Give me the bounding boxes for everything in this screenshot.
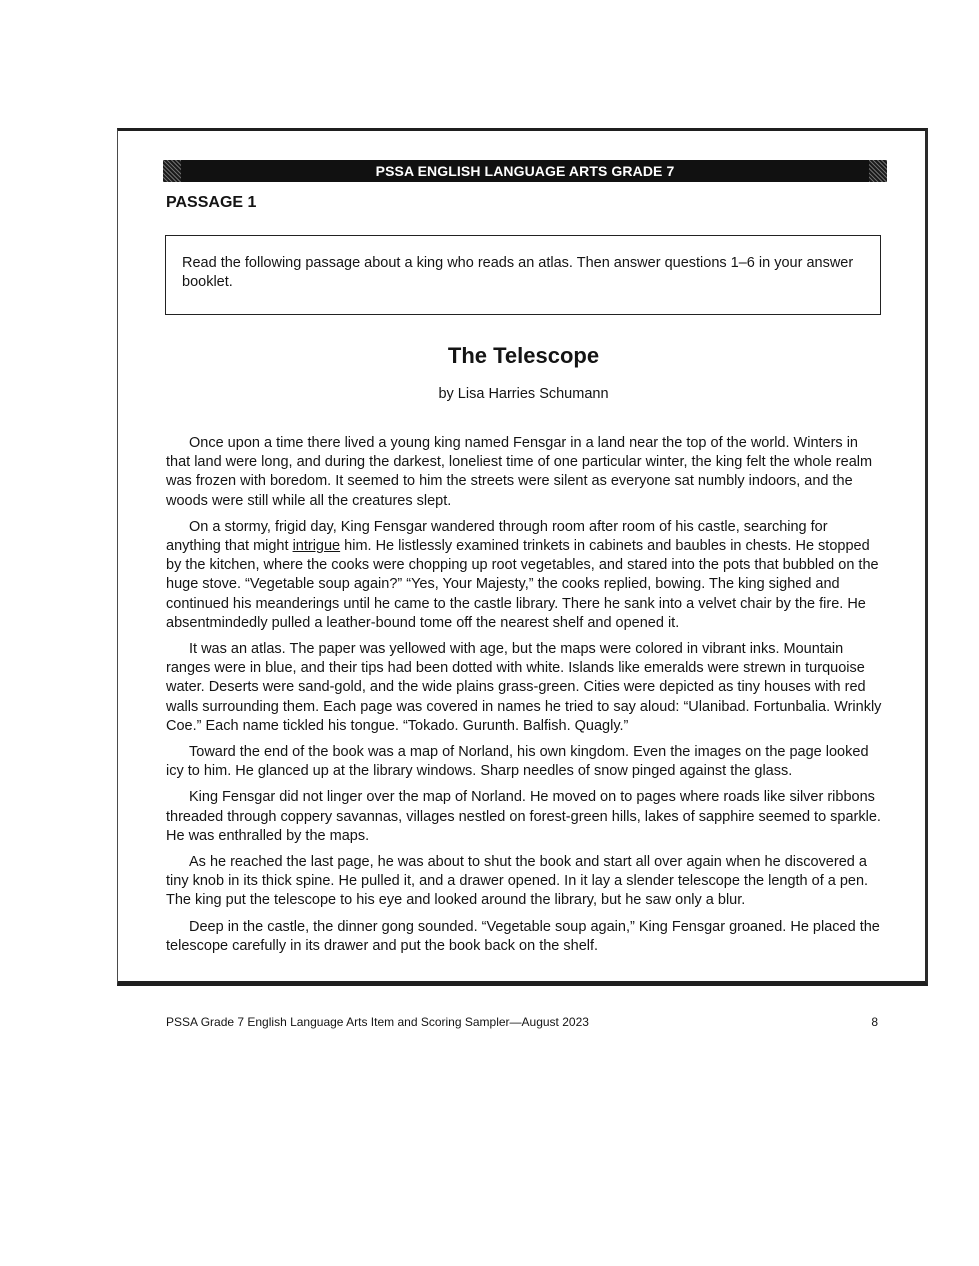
paragraph-1: Once upon a time there lived a young king named Fensgar in a land near the top of the world. Winters in that land were long, and during the darkest, loneliest time of one particular winter, the king felt the whole realm was frozen with boredom. It seemed to him the streets were silent as everyone sat numbly indoors, and the woods were still while all the creatures slept. [166, 435, 873, 509]
paragraph-2 [166, 518, 884, 633]
paragraph-3: It was an atlas. The paper was yellowed with age, but the maps were colored in vibrant inks. Mountain ranges were in blue, and their tips had been dotted with white. Islands like emeralds were strewn in turquoise water. Deserts were sand-gold, and the wide plains grass-green. Cities were depicted as tiny houses with red walls surrounding them. Each page was covered in names he tried to say aloud: “Ulanibad. Fortunbalia. Wrinkly Coe.” Each name tickled his tongue. “Tokado. Gurunth. Balfish. Quagly.” [166, 641, 882, 734]
banner-title: PSSA ENGLISH LANGUAGE ARTS GRADE 7 [375, 163, 675, 179]
story-body [166, 434, 884, 963]
banner-texture-left [163, 160, 181, 182]
passage-label: PASSAGE 1 [166, 194, 257, 211]
paragraph-4: Toward the end of the book was a map of Norland, his own kingdom. Even the images on the page looked icy to him. He glanced up at the library windows. Sharp needles of snow pinged against the glass. [166, 744, 869, 780]
header-banner [163, 160, 887, 182]
paragraph-7: Deep in the castle, the dinner gong sounded. “Vegetable soup again,” King Fensgar groaned. He placed the telescope carefully in its drawer and put the book back on the shelf. [166, 918, 880, 954]
story-byline: by Lisa Harries Schumann [438, 386, 609, 402]
story-title: The Telescope [447, 343, 600, 368]
paragraph-5: King Fensgar did not linger over the map of Norland. He moved on to pages where roads like silver ribbons threaded through coppery savannas, villages nestled on forest-green hills, lakes of sapphire seemed to sparkle. He was enthralled by the maps. [166, 789, 881, 844]
instructions-box [165, 235, 881, 315]
banner-texture-right [869, 160, 887, 182]
instructions-text: Read the following passage about a king who reads an atlas. Then answer questions 1–6 in your answer booklet. [182, 255, 854, 290]
vocabulary-word: intrigue [292, 538, 341, 555]
document-page [117, 128, 928, 1029]
paragraph-2-end: him. He listlessly examined trinkets in cabinets and baubles in chests. He stopped by the kitchen, where the cooks were chopping up root vegetables, and stared into the pots that bubbled on the huge stove. “Vegetable soup again?” “Yes, Your Majesty,” the cooks replied, bowing. The king sighed and continued his meanderings until he came to the castle library. There he sank into a velvet chair by the fire. He absentmindedly pulled a leather-bound tome off the nearest shelf and opened it. [166, 538, 879, 631]
paragraph-2-start: On a stormy, frigid day, King Fensgar wandered through room after room of his castle, searching for anything that might [166, 518, 828, 555]
footer-source: PSSA Grade 7 English Language Arts Item and Scoring Sampler—August 2023 [166, 1015, 589, 1029]
page-number: 8 [871, 1015, 878, 1029]
paragraph-6: As he reached the last page, he was about to shut the book and start all over again when he discovered a tiny knob in its thick spine. He pulled it, and a drawer opened. In it lay a slender telescope the length of a pen. The king put the telescope to his eye and looked around the library, but he saw only a blur. [166, 854, 869, 909]
